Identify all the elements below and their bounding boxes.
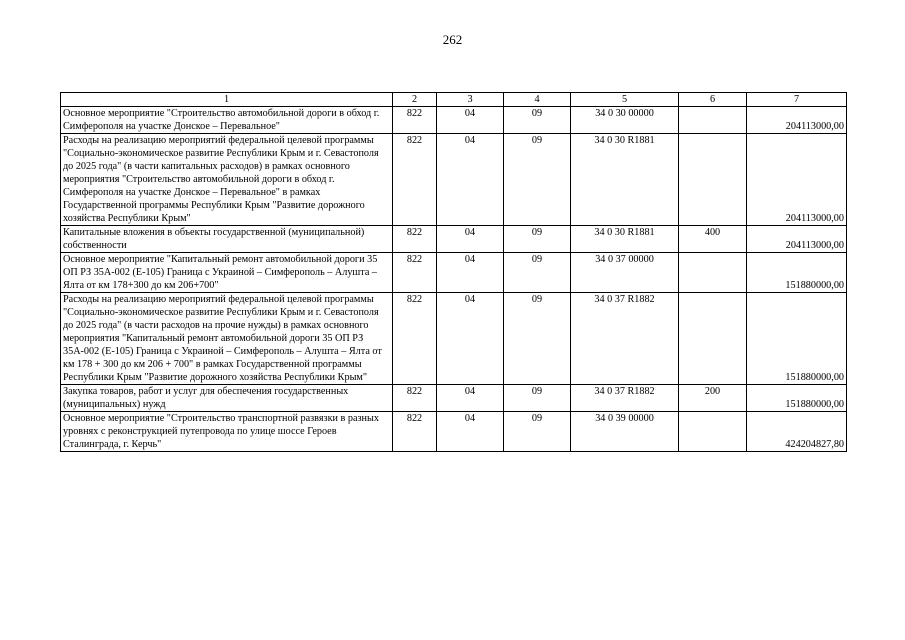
cell-podrazdel: 09: [504, 134, 571, 226]
cell-podrazdel: 09: [504, 385, 571, 412]
header-cell-6: 6: [679, 93, 747, 107]
header-row: [61, 93, 847, 107]
table-row: [61, 253, 847, 293]
cell-name: Закупка товаров, работ и услуг для обеспечения государственных (муниципальных) нужд: [61, 385, 393, 412]
cell-razdel: 04: [437, 107, 504, 134]
cell-glava: 822: [393, 226, 437, 253]
cell-csr: 34 0 37 00000: [571, 253, 679, 293]
cell-sum: 204113000,00: [747, 226, 847, 253]
table-row: [61, 107, 847, 134]
header-cell-7: 7: [747, 93, 847, 107]
cell-glava: 822: [393, 134, 437, 226]
cell-name: Основное мероприятие "Строительство транспортной развязки в разных уровнях с реконструкцией путепровода по улице шоссе Героев Сталинграда, г. Керчь": [61, 412, 393, 452]
cell-sum: 151880000,00: [747, 293, 847, 385]
cell-razdel: 04: [437, 412, 504, 452]
cell-glava: 822: [393, 107, 437, 134]
table-row: [61, 293, 847, 385]
header-cell-4: 4: [504, 93, 571, 107]
cell-glava: 822: [393, 412, 437, 452]
cell-vr: [679, 293, 747, 385]
cell-vr: [679, 412, 747, 452]
table-row: [61, 134, 847, 226]
cell-razdel: 04: [437, 293, 504, 385]
cell-name: Капитальные вложения в объекты государственной (муниципальной) собственности: [61, 226, 393, 253]
cell-vr: 400: [679, 226, 747, 253]
cell-sum: 204113000,00: [747, 134, 847, 226]
cell-podrazdel: 09: [504, 253, 571, 293]
cell-sum: 151880000,00: [747, 253, 847, 293]
cell-name: Расходы на реализацию мероприятий федеральной целевой программы "Социально-экономическое развитие Республики Крым и г. Севастополя до 2025 года" (в части капитальных расходов) в рамках основного мероприятия "Строительство автомобильной дороги в обход г. Симферополя на участке Донское – Перевальное" в рамках Государственной программы Республики Крым "Развитие дорожного хозяйства Республики Крым": [61, 134, 393, 226]
cell-vr: [679, 253, 747, 293]
cell-sum: 151880000,00: [747, 385, 847, 412]
cell-vr: [679, 134, 747, 226]
cell-glava: 822: [393, 293, 437, 385]
header-cell-1: 1: [61, 93, 393, 107]
cell-glava: 822: [393, 253, 437, 293]
page-number: 262: [442, 32, 463, 47]
cell-name: Основное мероприятие "Строительство автомобильной дороги в обход г. Симферополя на участке Донское – Перевальное": [61, 107, 393, 134]
cell-sum: 204113000,00: [747, 107, 847, 134]
cell-csr: 34 0 37 R1882: [571, 385, 679, 412]
cell-razdel: 04: [437, 253, 504, 293]
budget-table: [60, 92, 847, 452]
header-cell-2: 2: [393, 93, 437, 107]
cell-podrazdel: 09: [504, 412, 571, 452]
cell-csr: 34 0 37 R1882: [571, 293, 679, 385]
cell-glava: 822: [393, 385, 437, 412]
cell-vr: [679, 107, 747, 134]
cell-csr: 34 0 30 R1881: [571, 226, 679, 253]
table-body: [61, 93, 847, 452]
cell-csr: 34 0 30 R1881: [571, 134, 679, 226]
cell-razdel: 04: [437, 226, 504, 253]
cell-podrazdel: 09: [504, 226, 571, 253]
cell-sum: 424204827,80: [747, 412, 847, 452]
table-row: [61, 412, 847, 452]
cell-vr: 200: [679, 385, 747, 412]
cell-csr: 34 0 30 00000: [571, 107, 679, 134]
cell-podrazdel: 09: [504, 293, 571, 385]
cell-name: Основное мероприятие "Капитальный ремонт автомобильной дороги 35 ОП РЗ 35А-002 (Е-105) Граница с Украиной – Симферополь – Алушта – Ялта от км 178+300 до км 206+700": [61, 253, 393, 293]
table-row: [61, 385, 847, 412]
cell-razdel: 04: [437, 385, 504, 412]
cell-razdel: 04: [437, 134, 504, 226]
table-row: [61, 226, 847, 253]
cell-name: Расходы на реализацию мероприятий федеральной целевой программы "Социально-экономическое развитие Республики Крым и г. Севастополя до 2025 года" (в части расходов на прочие нужды) в рамках основного мероприятия "Капитальный ремонт автомобильной дороги 35 ОП РЗ 35А-002 (Е-105) Граница с Украиной – Симферополь – Алушта – Ялта от км 178 + 300 до км 206 + 700" в рамках Государственной программы Республики Крым "Развитие дорожного хозяйства Республики Крым": [61, 293, 393, 385]
header-cell-5: 5: [571, 93, 679, 107]
header-cell-3: 3: [437, 93, 504, 107]
cell-csr: 34 0 39 00000: [571, 412, 679, 452]
cell-podrazdel: 09: [504, 107, 571, 134]
